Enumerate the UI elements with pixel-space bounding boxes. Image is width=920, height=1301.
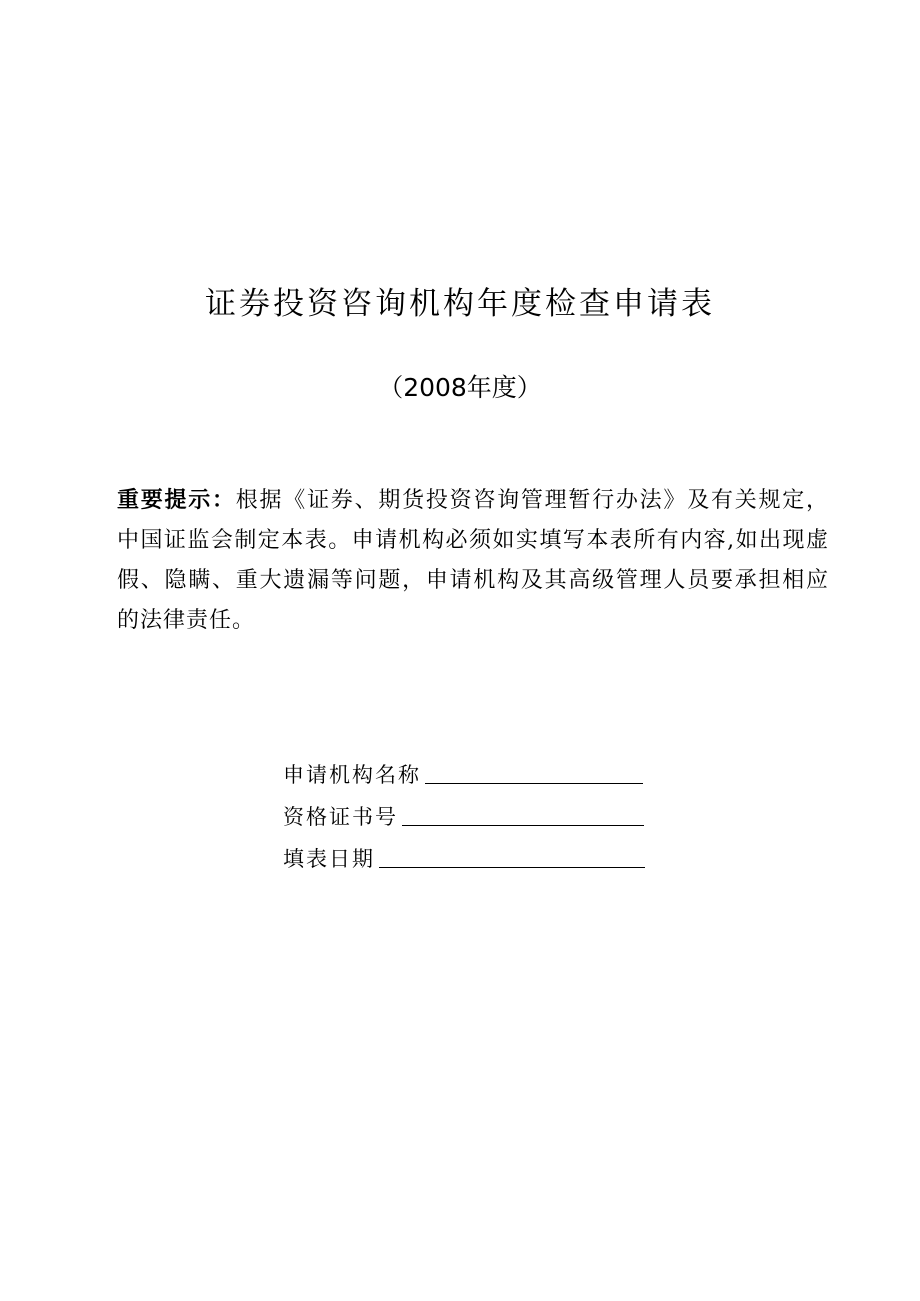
fill-date-field[interactable] [379, 843, 645, 868]
form-fields [283, 748, 663, 874]
document-title: 证券投资咨询机构年度检查申请表 [205, 286, 715, 322]
notice-text: 根据《证券、期货投资咨询管理暂行办法》及有关规定，中国证监会制定本表。申请机构必须如实填写本表所有内容,如出现虚假、隐瞒、重大遗漏等问题，申请机构及其高级管理人员要承担相应的法律责任。 [117, 488, 829, 633]
institution-name-field[interactable] [425, 759, 643, 784]
field-label-fill-date: 填表日期 [283, 847, 375, 871]
document-subtitle: （2008年度） [378, 373, 542, 402]
field-label-institution-name: 申请机构名称 [283, 763, 421, 787]
field-row-institution-name [283, 748, 663, 790]
important-notice [117, 481, 829, 641]
field-row-certificate-number [283, 790, 663, 832]
notice-label: 重要提示： [117, 488, 236, 513]
certificate-number-field[interactable] [402, 801, 644, 826]
field-label-certificate-number: 资格证书号 [283, 805, 398, 829]
field-row-fill-date [283, 832, 663, 874]
